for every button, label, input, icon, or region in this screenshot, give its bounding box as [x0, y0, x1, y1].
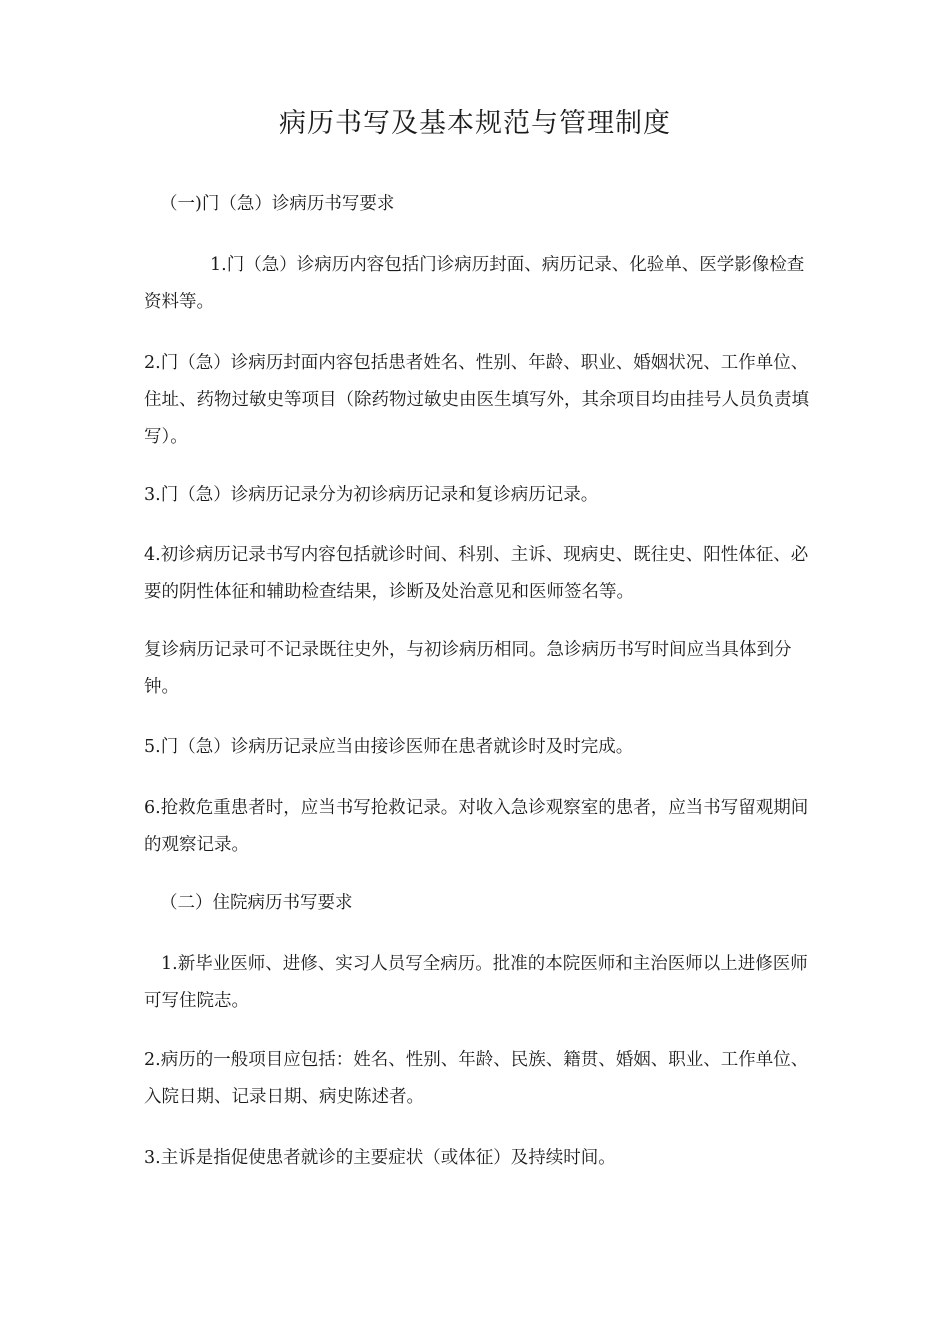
paragraph-7: 6.抢救危重患者时，应当书写抢救记录。对收入急诊观察室的患者，应当书写留观期间的观察记录。 — [144, 798, 809, 855]
document-title: 病历书写及基本规范与管理制度 — [279, 108, 671, 139]
section-heading-outpatient: （一)门（急）诊病历书写要求 — [160, 194, 395, 214]
paragraph-5: 复诊病历记录可不记录既往史外，与初诊病历相同。急诊病历书写时间应当具体到分钟。 — [144, 640, 792, 697]
paragraph-10: 3.主诉是指促使患者就诊的主要症状（或体征）及持续时间。 — [144, 1148, 616, 1168]
section-heading-inpatient: （二）住院病历书写要求 — [160, 893, 353, 913]
paragraph-8: 1.新毕业医师、进修、实习人员写全病历。批准的本院医师和主治医师以上进修医师可写住院志。 — [144, 954, 808, 1011]
paragraph-3: 3.门（急）诊病历记录分为初诊病历记录和复诊病历记录。 — [144, 485, 599, 505]
paragraph-1: 1.门（急）诊病历内容包括门诊病历封面、病历记录、化验单、医学影像检查资料等。 — [144, 255, 805, 312]
paragraph-2: 2.门（急）诊病历封面内容包括患者姓名、性别、年龄、职业、婚姻状况、工作单位、住址、药物过敏史等项目（除药物过敏史由医生填写外，其余项目均由挂号人员负责填写）。 — [144, 353, 809, 447]
paragraph-4: 4.初诊病历记录书写内容包括就诊时间、科别、主诉、现病史、既往史、阳性体征、必要的阴性体征和辅助检查结果，诊断及处治意见和医师签名等。 — [144, 545, 809, 602]
paragraph-6: 5.门（急）诊病历记录应当由接诊医师在患者就诊时及时完成。 — [144, 737, 634, 757]
paragraph-9: 2.病历的一般项目应包括：姓名、性别、年龄、民族、籍贯、婚姻、职业、工作单位、入院日期、记录日期、病史陈述者。 — [144, 1050, 809, 1107]
